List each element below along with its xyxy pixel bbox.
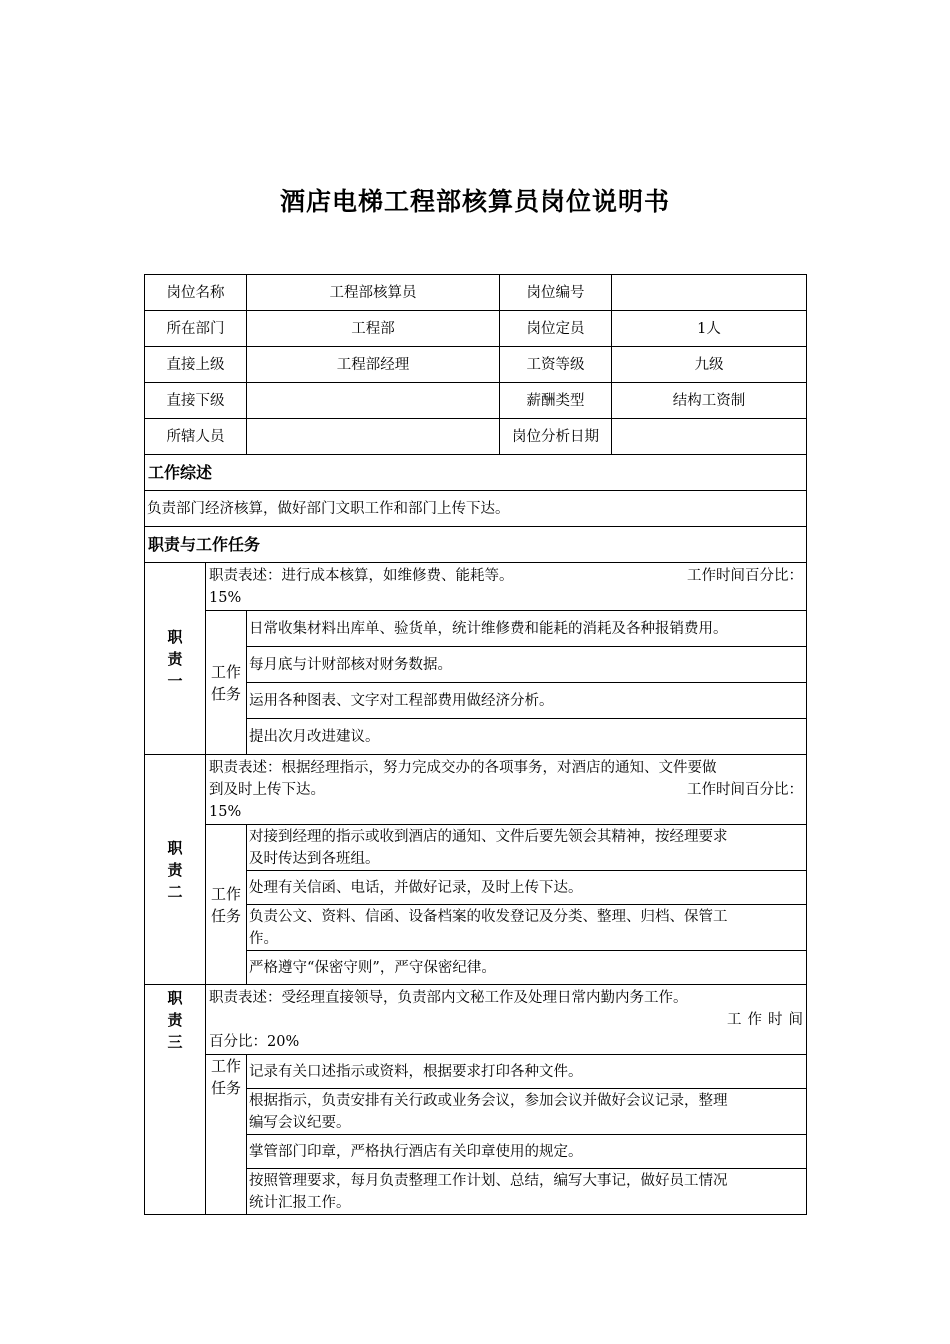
duty-3-label: 职 责 三 [145,985,206,1215]
info-row [145,419,807,455]
duty-2-description: 职责表述：根据经理指示，努力完成交办的各项事务，对酒店的通知、文件要做 到及时上传下达。 工作时间百分比： 15% [206,755,807,825]
task-item: 严格遵守“保密守则”，严守保密纪律。 [247,951,807,985]
summary-row [145,491,807,527]
info-value: 工程部经理 [247,347,500,383]
info-value: 工程部 [247,311,500,347]
task-item: 掌管部门印章，严格执行酒店有关印章使用的规定。 [247,1135,807,1169]
task-item: 每月底与计财部核对财务数据。 [247,647,807,683]
duty-1-task-row [145,611,807,647]
duty-2-label: 职 责 二 [145,755,206,985]
duties-heading-row [145,527,807,563]
info-value: 九级 [612,347,807,383]
info-value [612,419,807,455]
info-row [145,347,807,383]
info-label: 所辖人员 [145,419,247,455]
info-label: 岗位分析日期 [500,419,612,455]
duty-3-task-row [145,1055,807,1089]
task-item: 对接到经理的指示或收到酒店的通知、文件后要先领会其精神，按经理要求 及时传达到各班组。 [247,825,807,871]
task-item: 运用各种图表、文字对工程部费用做经济分析。 [247,683,807,719]
info-label: 岗位名称 [145,275,247,311]
duty-1-label: 职 责 一 [145,563,206,755]
job-description-table [144,274,807,1215]
task-label: 工作 任务 [206,1055,247,1215]
info-value [247,383,500,419]
info-label: 所在部门 [145,311,247,347]
duty-1-description: 职责表述：进行成本核算，如维修费、能耗等。 工作时间百分比： 15% [206,563,807,611]
task-item: 记录有关口述指示或资料，根据要求打印各种文件。 [247,1055,807,1089]
task-item: 根据指示，负责安排有关行政或业务会议，参加会议并做好会议记录，整理 编写会议纪要。 [247,1089,807,1135]
info-value [247,419,500,455]
info-value: 1人 [612,311,807,347]
info-label: 工资等级 [500,347,612,383]
duty-3-desc-row [145,985,807,1055]
duty-3-description: 职责表述：受经理直接领导，负责部内文秘工作及处理日常内勤内务工作。 工作时间 百分比：20% [206,985,807,1055]
info-label: 岗位定员 [500,311,612,347]
task-item: 日常收集材料出库单、验货单，统计维修费和能耗的消耗及各种报销费用。 [247,611,807,647]
task-item: 处理有关信函、电话，并做好记录，及时上传下达。 [247,871,807,905]
info-value [612,275,807,311]
summary-heading: 工作综述 [145,455,807,491]
info-value: 工程部核算员 [247,275,500,311]
info-label: 直接上级 [145,347,247,383]
duty-1-desc-row [145,563,807,611]
task-item: 负责公文、资料、信函、设备档案的收发登记及分类、整理、归档、保管工 作。 [247,905,807,951]
info-row [145,383,807,419]
info-label: 岗位编号 [500,275,612,311]
info-row [145,311,807,347]
info-value: 结构工资制 [612,383,807,419]
task-item: 提出次月改进建议。 [247,719,807,755]
duty-2-desc-row [145,755,807,825]
task-item: 按照管理要求，每月负责整理工作计划、总结，编写大事记，做好员工情况 统计汇报工作。 [247,1169,807,1215]
info-row [145,275,807,311]
summary-text: 负责部门经济核算，做好部门文职工作和部门上传下达。 [145,491,807,527]
duties-heading: 职责与工作任务 [145,527,807,563]
summary-heading-row [145,455,807,491]
task-label: 工作 任务 [206,825,247,985]
document-title: 酒店电梯工程部核算员岗位说明书 [279,187,670,216]
info-label: 直接下级 [145,383,247,419]
task-label: 工作 任务 [206,611,247,755]
duty-2-task-row [145,825,807,871]
info-label: 薪酬类型 [500,383,612,419]
